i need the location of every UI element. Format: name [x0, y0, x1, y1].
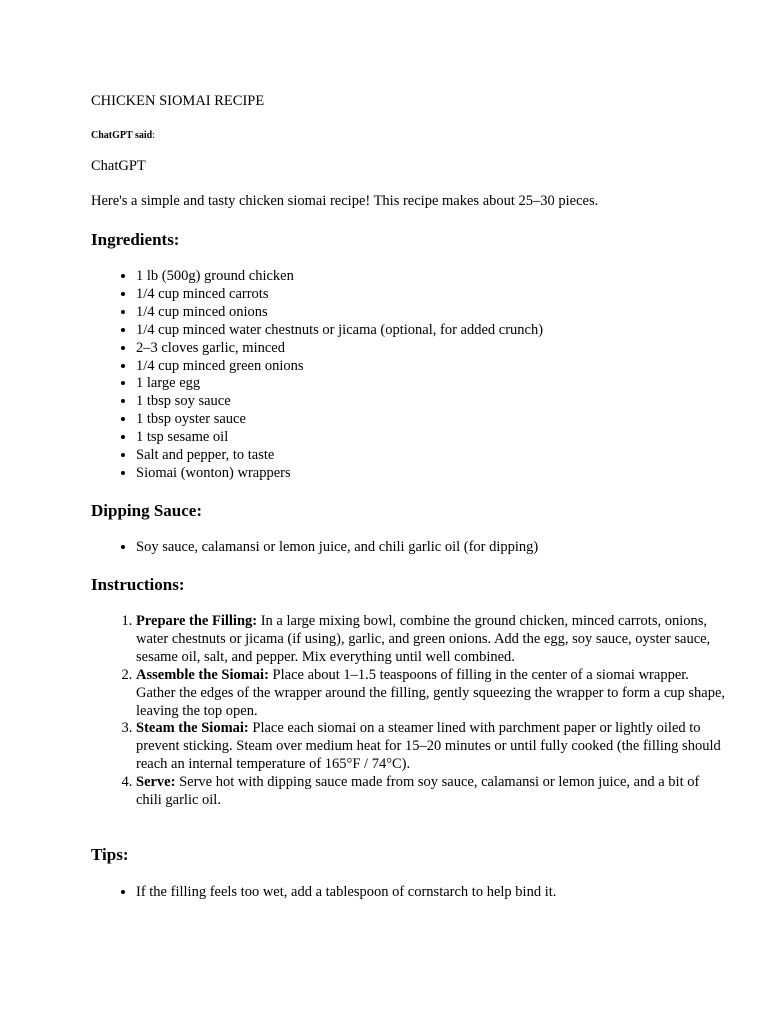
step-title: Prepare the Filling:	[136, 613, 258, 629]
tips-heading: Tips:	[91, 845, 129, 864]
list-item: • 1 tbsp soy sauce	[136, 393, 726, 411]
list-item: • 1/4 cup minced green onions	[136, 358, 726, 376]
list-item: • 1 tbsp oyster sauce	[136, 411, 726, 429]
document-title: CHICKEN SIOMAI RECIPE	[91, 93, 265, 109]
step-title: Steam the Siomai:	[136, 720, 249, 737]
instruction-step	[136, 720, 726, 774]
list-item: • 1/4 cup minced water chestnuts or jicama (optional, for added crunch)	[136, 322, 726, 340]
step-text: Serve hot with dipping sauce made from soy sauce, calamansi or lemon juice, and a bit of chili garlic oil.	[136, 774, 700, 809]
list-item: • Soy sauce, calamansi or lemon juice, and chili garlic oil (for dipping)	[136, 539, 726, 557]
dipping-sauce-list	[91, 539, 726, 557]
dipping-sauce-heading: Dipping Sauce:	[91, 501, 202, 520]
instruction-step	[136, 613, 726, 667]
list-item: • Siomai (wonton) wrappers	[136, 465, 726, 483]
instructions-heading: Instructions:	[91, 575, 185, 594]
intro-paragraph: Here's a simple and tasty chicken siomai recipe! This recipe makes about 25–30 pieces.	[91, 193, 599, 209]
step-title: Serve:	[136, 774, 176, 791]
instruction-step	[136, 774, 726, 810]
ingredients-heading: Ingredients:	[91, 230, 180, 249]
step-text: In a large mixing bowl, combine the ground chicken, minced carrots, onions, water chestnuts or jicama (if using), garlic, and green onions. Add the egg, soy sauce, oyster sauce, sesame oil, salt, and pepper. Mix everything until well combined.	[136, 613, 711, 665]
said-name: ChatGPT said	[91, 130, 153, 141]
instructions-list	[91, 613, 726, 810]
list-item: • 1 large egg	[136, 375, 726, 393]
list-item: • 1/4 cup minced carrots	[136, 286, 726, 304]
list-item: • If the filling feels too wet, add a tablespoon of cornstarch to help bind it.	[136, 884, 726, 902]
step-text: Place about 1–1.5 teaspoons of filling in the center of a siomai wrapper. Gather the edges of the wrapper around the filling, gently squeezing the wrapper to form a cup shape, leaving the top open.	[136, 666, 726, 719]
list-item: • 1/4 cup minced onions	[136, 304, 726, 322]
instruction-step	[136, 667, 726, 721]
list-item: • 1 lb (500g) ground chicken	[136, 268, 726, 286]
step-title: Assemble the Siomai:	[136, 666, 269, 683]
list-item: • 2–3 cloves garlic, minced	[136, 340, 726, 358]
author-label: ChatGPT	[91, 158, 146, 174]
said-colon: :	[152, 130, 156, 141]
chatgpt-said-label	[91, 127, 155, 145]
ingredients-list	[91, 268, 726, 483]
step-text: Place each siomai on a steamer lined with parchment paper or lightly oiled to prevent sticking. Steam over medium heat for 15–20 minutes or until fully cooked (the filling should reach an internal temperature of 165°F / 74°C).	[136, 720, 721, 773]
tips-list	[91, 884, 726, 902]
list-item: • Salt and pepper, to taste	[136, 447, 726, 465]
list-item: • 1 tsp sesame oil	[136, 429, 726, 447]
